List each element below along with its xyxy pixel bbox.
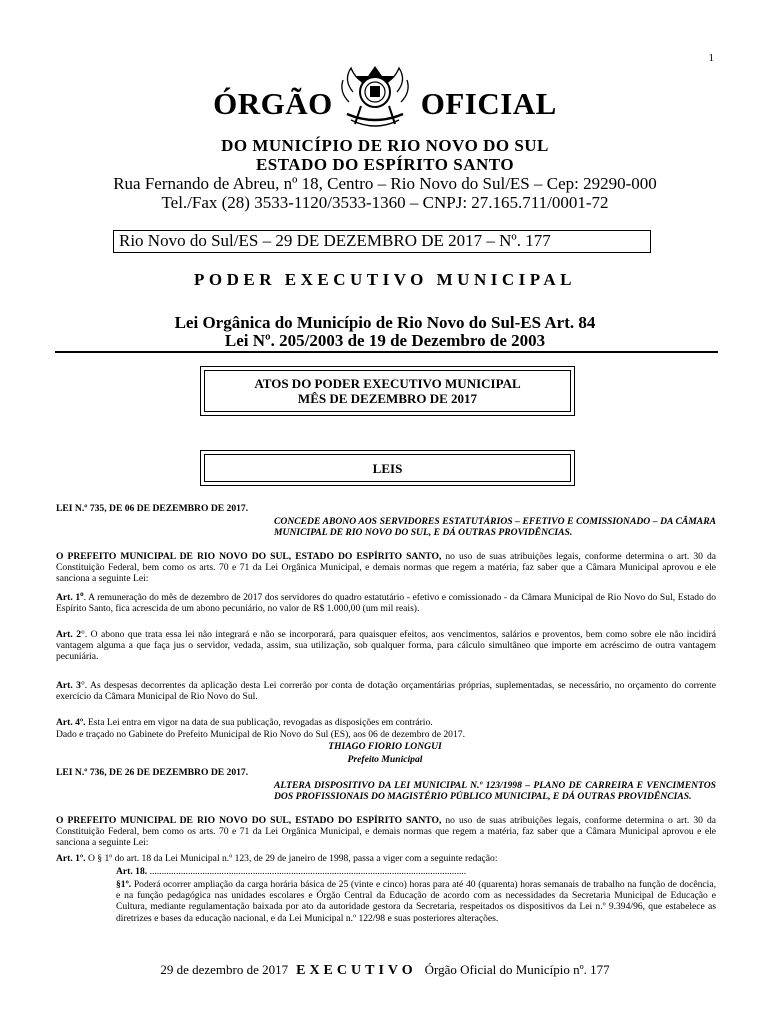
law735-art1-sup: o (80, 590, 84, 598)
law735-art4 (56, 717, 716, 728)
masthead-title-left: ÓRGÃO (213, 86, 333, 121)
law736-art1-text: O § 1º do art. 18 da Lei Municipal n.º 123, de 29 de janeiro de 1998, passa a viger com a seguinte redação: (85, 853, 498, 864)
law735-ementa: CONCEDE ABONO AOS SERVIDORES ESTATUTÁRIOS – EFETIVO E COMISSIONADO – DA CÂMARA MUNICIPAL DE RIO NOVO DO SUL, E DÁ OUTRAS PROVIDÊNCIAS. (274, 516, 716, 539)
law735-art3-label: Art. 3 (56, 680, 81, 691)
law736-par1-label: §1º. (116, 879, 132, 890)
law736-art18-dots: .................................................................................................................................... (147, 866, 467, 877)
law736-heading: LEI N.º 736, DE 26 DE DEZEMBRO DE 2017. (56, 767, 249, 778)
law735-heading: LEI N.º 735, DE 06 DE DEZEMBRO DE 2017. (56, 503, 249, 514)
masthead-address: Rua Fernando de Abreu, nº 18, Centro – Rio Novo do Sul/ES – Cep: 29290-000 (113, 174, 657, 193)
law736-ementa: ALTERA DISPOSITIVO DA LEI MUNICIPAL N.º 123/1998 – PLANO DE CARREIRA E VENCIMENTOS DOS PROFISSIONAIS DO MAGISTÉRIO PÚBLICO MUNICIPAL, E DÁ OUTRAS PROVIDÊNCIAS. (274, 780, 716, 803)
law736-preamble-text: no uso de suas atribuições legais, conforme determina o art. 30 da Constituição Federal, bem como os arts. 70 e 71 da Lei Orgânica Municipal, e demais normas que regem a matéria, faz saber que a Câmara Municipal aprovou e ele sanciona a seguinte Lei: (56, 815, 717, 849)
law735-art2-text: °. O abono que trata essa lei não integrará e não se incorporará, para quaisquer efeitos, aos vencimentos, salários e proventos, bem como sobre ele não incidirá vantagem alguma a que faça jus o servidor, vedada, assim, sua utilização, sob qualquer forma, para cálculo simultâneo que importe em acréscimo de outra vantagem pecuniária. (56, 629, 716, 663)
footer-date: 29 de dezembro de 2017 (160, 962, 289, 977)
law735-art3 (56, 680, 716, 702)
page-number: 1 (708, 52, 714, 64)
law735-art3-text: °. As despesas decorrentes da aplicação desta Lei correrão por conta de dotação orçamentárias próprias, suplementadas, se necessário, no orçamento do corrente exercício da Câmara Municipal de Rio Novo do Sul. (56, 680, 716, 703)
law735-art2-label: Art. 2 (56, 629, 82, 640)
power-heading: PODER EXECUTIVO MUNICIPAL (194, 270, 576, 289)
law736-par1-text: Poderá ocorrer ampliação da carga horária básica de 25 (vinte e cinco) horas para até 40 (quarenta) horas semanais de trabalho na função de docência, e na função pedagógica nas unidades escolares e Órgão Central da Educação de acordo com as necessidades da Secretaria Municipal de Educação e Cultura, mediante regulamentação baixada por ato da autoridade gestora da Secretaria, respeitados os dispositivos da Lei n.º 9.394/96, que estabelece as diretrizes e bases da educação nacional, e da Lei Municipal n.º 122/98 e suas posteriores alterações. (116, 879, 716, 924)
law735-preamble-bold: O PREFEITO MUNICIPAL DE RIO NOVO DO SUL, ESTADO DO ESPÍRITO SANTO, (56, 551, 442, 562)
law735-given: Dado e traçado no Gabinete do Prefeito Municipal de Rio Novo do Sul (ES), aos 06 de dezembro de 2017. (56, 729, 465, 740)
masthead-state: ESTADO DO ESPÍRITO SANTO (255, 155, 515, 174)
law736-paragraph1 (116, 879, 716, 924)
law736-art1-label: Art. 1º. (56, 853, 86, 864)
masthead-municipality: DO MUNICÍPIO DE RIO NOVO DO SUL (221, 136, 549, 155)
law736-art18 (116, 866, 716, 877)
law735-art1 (56, 589, 716, 615)
law735-signer-title: Prefeito Municipal (347, 754, 423, 765)
law735-art2 (56, 629, 716, 663)
divider (55, 351, 718, 353)
footer-section: EXECUTIVO (296, 963, 417, 978)
footer (0, 962, 770, 979)
law735-preamble (56, 551, 716, 585)
masthead-title (0, 86, 770, 122)
law736-preamble (56, 815, 716, 849)
law735-preamble-text: no uso de suas atribuições legais, conforme determina o art. 30 da Constituição Federal, bem como os arts. 70 e 71 da Lei Orgânica Municipal, e demais normas que regem a matéria, faz saber que a Câmara Municipal aprovou e ele sanciona a seguinte Lei: (56, 551, 717, 585)
law736-preamble-bold: O PREFEITO MUNICIPAL DE RIO NOVO DO SUL, ESTADO DO ESPÍRITO SANTO, (56, 815, 442, 826)
masthead-title-right: OFICIAL (420, 86, 557, 121)
edition-line: Rio Novo do Sul/ES – 29 DE DEZEMBRO DE 2017 – Nº. 177 (113, 230, 651, 253)
legal-basis-line2: Lei Nº. 205/2003 de 19 de Dezembro de 2003 (224, 331, 546, 350)
masthead-contact: Tel./Fax (28) 3533-1120/3533-1360 – CNPJ: 27.165.711/0001-72 (161, 193, 609, 212)
leis-box-label: LEIS (204, 454, 571, 482)
leis-box (200, 450, 575, 486)
law735-art4-label: Art. 4º. (56, 717, 86, 728)
acts-box-line2: MÊS DE DEZEMBRO DE 2017 (297, 391, 478, 406)
law735-signer-name: THIAGO FIORIO LONGUI (328, 741, 442, 752)
footer-publication: Órgão Oficial do Município nº. 177 (424, 962, 610, 977)
law735-art4-text: Esta Lei entra em vigor na data de sua publicação, revogadas as disposições em contrário. (85, 717, 433, 728)
law735-art1-text: . A remuneração do mês de dezembro de 2017 dos servidores do quadro estatutário - efetivo e comissionado - da Câmara Municipal de Rio Novo do Sul, Estado do Espírito Santo, fica acrescida de um abono pecuniário, no valor de R$ 1.000,00 (um mil reais). (56, 592, 716, 615)
acts-box (200, 366, 575, 416)
acts-box-line1: ATOS DO PODER EXECUTIVO MUNICIPAL (254, 376, 521, 391)
legal-basis-line1: Lei Orgânica do Município de Rio Novo do Sul-ES Art. 84 (174, 313, 596, 332)
law735-art1-label: Art. 1 (56, 592, 81, 604)
law736-art1 (56, 853, 716, 864)
law736-art18-label: Art. 18. (116, 866, 148, 877)
